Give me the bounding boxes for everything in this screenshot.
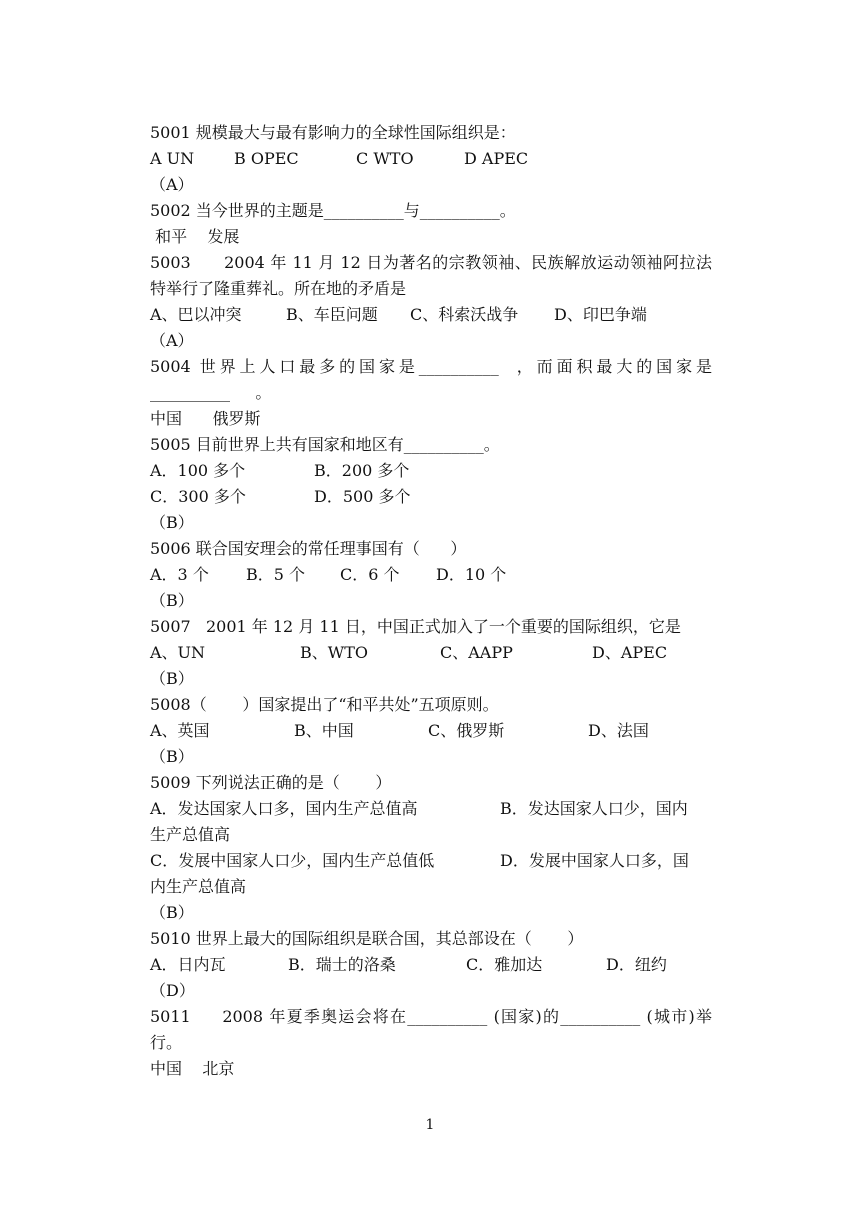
option-d: D、APEC	[592, 643, 668, 662]
option-d: D．10 个	[436, 565, 507, 584]
option-b: B OPEC	[234, 149, 299, 168]
option-a: A、UN	[150, 643, 206, 662]
question-5002-stem: 5002 当今世界的主题是__________与__________。	[150, 201, 516, 220]
question-5009-options-row-2-cont: 内生产总值高	[150, 877, 247, 896]
question-5005-options-row-2	[150, 484, 712, 510]
question-5004-answer: 中国 俄罗斯	[150, 409, 261, 428]
question-5011-stem-line-2: 行。	[150, 1033, 183, 1052]
option-c: C、俄罗斯	[428, 721, 505, 740]
option-b: B．发达国家人口少，国内	[500, 799, 688, 818]
question-5004-stem-line-1: 5004 世界上人口最多的国家是__________ ，而面积最大的国家是	[150, 357, 712, 376]
question-5008-stem: 5008（ ）国家提出了“和平共处”五项原则。	[150, 695, 499, 714]
option-a: A．100 多个	[150, 461, 246, 480]
question-5003-stem-line-1: 5003 2004 年 11 月 12 日为著名的宗教领袖、民族解放运动领袖阿拉法	[150, 253, 712, 272]
question-5011-stem-line-1: 5011 2008 年夏季奥运会将在__________ (国家)的__________ (城市)举	[150, 1007, 712, 1026]
question-5009-stem: 5009 下列说法正确的是（ ）	[150, 773, 392, 792]
question-5009-options-row-1	[150, 796, 712, 822]
option-b: B、中国	[294, 721, 354, 740]
question-5001-answer: （A）	[150, 175, 194, 194]
option-b: B．瑞士的洛桑	[288, 955, 396, 974]
question-5007-options	[150, 640, 712, 666]
question-5010-stem: 5010 世界上最大的国际组织是联合国，其总部设在（ ）	[150, 929, 584, 948]
option-a: A．3 个	[150, 565, 209, 584]
question-5009-options-row-1-cont: 生产总值高	[150, 825, 231, 844]
option-d: D APEC	[464, 149, 529, 168]
question-5010-answer: （D）	[150, 981, 195, 1000]
option-a: A UN	[150, 149, 195, 168]
question-5003-stem-line-2: 特举行了隆重葬礼。所在地的矛盾是	[150, 279, 407, 298]
question-5011-answer: 中国 北京	[150, 1059, 235, 1078]
option-c: C．300 多个	[150, 487, 246, 506]
question-5006-answer: （B）	[150, 591, 194, 610]
question-5006-stem: 5006 联合国安理会的常任理事国有（ ）	[150, 539, 467, 558]
question-5009-answer: （B）	[150, 903, 194, 922]
question-5007-answer: （B）	[150, 669, 194, 688]
option-a: A、巴以冲突	[150, 305, 242, 324]
question-5008-answer: （B）	[150, 747, 194, 766]
option-b: B．5 个	[246, 565, 306, 584]
option-c: C．发展中国家人口少，国内生产总值低	[150, 851, 435, 870]
option-d: D．500 多个	[314, 487, 411, 506]
question-5003-answer: （A）	[150, 331, 194, 350]
option-a: A、英国	[150, 721, 210, 740]
question-5006-options	[150, 562, 712, 588]
option-d: D、印巴争端	[554, 305, 647, 324]
question-5002-answer: 和平 发展	[150, 227, 240, 246]
page-number: 1	[425, 1117, 435, 1133]
question-5004-stem-line-2: __________ 。	[150, 383, 272, 402]
question-5008-options	[150, 718, 712, 744]
option-c: C WTO	[356, 149, 414, 168]
option-c: C、AAPP	[440, 643, 513, 662]
question-5003-options	[150, 302, 712, 328]
option-b: B．200 多个	[314, 461, 410, 480]
question-5009-options-row-2	[150, 848, 712, 874]
question-5005-stem: 5005 目前世界上共有国家和地区有__________。	[150, 435, 500, 454]
question-5007-stem: 5007 2001 年 12 月 11 日，中国正式加入了一个重要的国际组织，它是	[150, 617, 681, 636]
document-body	[150, 120, 712, 1082]
option-a: A．发达国家人口多，国内生产总值高	[150, 799, 418, 818]
option-a: A．日内瓦	[150, 955, 226, 974]
question-5010-options	[150, 952, 712, 978]
question-5005-options-row-1	[150, 458, 712, 484]
option-d: D、法国	[588, 721, 649, 740]
question-5001-options	[150, 146, 712, 172]
question-5005-answer: （B）	[150, 513, 194, 532]
option-d: D．发展中国家人口多，国	[500, 851, 689, 870]
option-c: C．雅加达	[466, 955, 543, 974]
option-c: C．6 个	[340, 565, 400, 584]
option-b: B、WTO	[300, 643, 368, 662]
question-5001-stem: 5001 规模最大与最有影响力的全球性国际组织是：	[150, 123, 516, 142]
option-b: B、车臣问题	[286, 305, 378, 324]
option-c: C、科索沃战争	[410, 305, 519, 324]
option-d: D．纽约	[606, 955, 667, 974]
